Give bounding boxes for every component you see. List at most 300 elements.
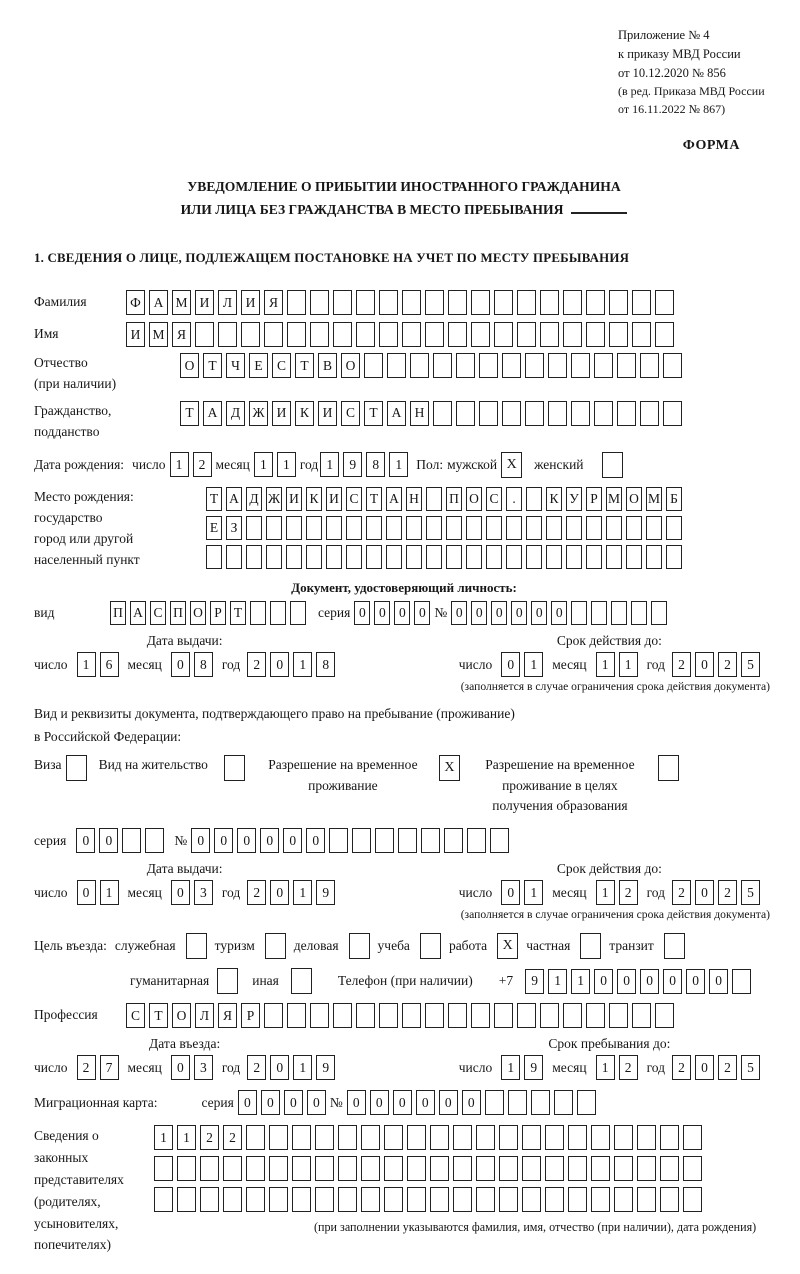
char-cell[interactable] [609, 290, 628, 315]
char-cell[interactable]: 6 [100, 652, 119, 677]
char-cell[interactable]: Р [586, 487, 602, 511]
char-cell[interactable] [655, 290, 674, 315]
char-cell[interactable] [594, 353, 613, 378]
char-cell[interactable]: 2 [247, 652, 266, 677]
char-cell[interactable] [338, 1125, 357, 1150]
char-cell[interactable] [526, 545, 542, 569]
char-cell[interactable] [384, 1156, 403, 1181]
char-cell[interactable]: Ж [266, 487, 282, 511]
char-cell[interactable] [456, 401, 475, 426]
char-cell[interactable] [352, 828, 371, 853]
char-cell[interactable] [571, 401, 590, 426]
char-cell[interactable]: И [326, 487, 342, 511]
char-cell[interactable] [531, 1090, 550, 1115]
char-cell[interactable]: 0 [414, 601, 430, 625]
char-cell[interactable] [406, 516, 422, 540]
char-cell[interactable] [266, 545, 282, 569]
char-cell[interactable] [666, 545, 682, 569]
char-cell[interactable] [421, 828, 440, 853]
char-cell[interactable] [502, 401, 521, 426]
char-cell[interactable] [502, 353, 521, 378]
char-cell[interactable] [617, 401, 636, 426]
char-cell[interactable] [545, 1125, 564, 1150]
char-cell[interactable] [315, 1187, 334, 1212]
char-cell[interactable]: 0 [551, 601, 567, 625]
char-cell[interactable]: Р [241, 1003, 260, 1028]
char-cell[interactable]: 0 [491, 601, 507, 625]
char-cell[interactable]: 0 [260, 828, 279, 853]
char-cell[interactable]: Е [206, 516, 222, 540]
char-cell[interactable] [614, 1156, 633, 1181]
char-cell[interactable] [145, 828, 164, 853]
char-cell[interactable]: А [387, 401, 406, 426]
char-cell[interactable] [384, 1125, 403, 1150]
char-cell[interactable]: В [318, 353, 337, 378]
char-cell[interactable]: 1 [320, 452, 339, 477]
char-cell[interactable]: 1 [548, 969, 567, 994]
purpose-humanitarian-checkbox[interactable] [217, 968, 238, 994]
char-cell[interactable] [264, 322, 283, 347]
char-cell[interactable]: Ч [226, 353, 245, 378]
char-cell[interactable]: О [626, 487, 642, 511]
char-cell[interactable]: 0 [354, 601, 370, 625]
char-cell[interactable] [548, 353, 567, 378]
char-cell[interactable] [663, 401, 682, 426]
char-cell[interactable] [386, 545, 402, 569]
char-cell[interactable] [591, 1187, 610, 1212]
char-cell[interactable]: А [386, 487, 402, 511]
char-cell[interactable]: О [190, 601, 206, 625]
char-cell[interactable] [356, 322, 375, 347]
char-cell[interactable]: 2 [718, 652, 737, 677]
char-cell[interactable] [269, 1156, 288, 1181]
char-cell[interactable]: К [546, 487, 562, 511]
char-cell[interactable]: 0 [394, 601, 410, 625]
char-cell[interactable]: И [272, 401, 291, 426]
char-cell[interactable] [250, 601, 266, 625]
char-cell[interactable]: 0 [171, 652, 190, 677]
char-cell[interactable] [683, 1125, 702, 1150]
char-cell[interactable]: О [466, 487, 482, 511]
char-cell[interactable] [632, 1003, 651, 1028]
char-cell[interactable]: 9 [525, 969, 544, 994]
char-cell[interactable] [387, 353, 406, 378]
char-cell[interactable]: П [110, 601, 126, 625]
char-cell[interactable] [366, 545, 382, 569]
char-cell[interactable]: 0 [640, 969, 659, 994]
char-cell[interactable] [448, 290, 467, 315]
char-cell[interactable] [315, 1156, 334, 1181]
char-cell[interactable] [508, 1090, 527, 1115]
char-cell[interactable]: 0 [709, 969, 728, 994]
char-cell[interactable] [333, 1003, 352, 1028]
char-cell[interactable]: 1 [501, 1055, 520, 1080]
char-cell[interactable]: Т [366, 487, 382, 511]
char-cell[interactable] [364, 353, 383, 378]
char-cell[interactable] [494, 1003, 513, 1028]
char-cell[interactable] [626, 516, 642, 540]
char-cell[interactable] [444, 828, 463, 853]
char-cell[interactable] [591, 1156, 610, 1181]
char-cell[interactable]: Н [406, 487, 422, 511]
char-cell[interactable]: Ф [126, 290, 145, 315]
char-cell[interactable] [660, 1187, 679, 1212]
char-cell[interactable] [566, 516, 582, 540]
char-cell[interactable] [486, 516, 502, 540]
char-cell[interactable] [479, 353, 498, 378]
char-cell[interactable] [456, 353, 475, 378]
char-cell[interactable]: 0 [191, 828, 210, 853]
char-cell[interactable] [637, 1187, 656, 1212]
char-cell[interactable]: М [606, 487, 622, 511]
char-cell[interactable] [586, 545, 602, 569]
char-cell[interactable] [545, 1156, 564, 1181]
char-cell[interactable]: П [170, 601, 186, 625]
char-cell[interactable]: У [566, 487, 582, 511]
char-cell[interactable] [346, 516, 362, 540]
char-cell[interactable] [517, 290, 536, 315]
char-cell[interactable]: 0 [439, 1090, 458, 1115]
char-cell[interactable] [476, 1187, 495, 1212]
char-cell[interactable] [479, 401, 498, 426]
purpose-other-checkbox[interactable] [291, 968, 312, 994]
char-cell[interactable]: 2 [672, 1055, 691, 1080]
char-cell[interactable] [566, 545, 582, 569]
char-cell[interactable]: 0 [695, 652, 714, 677]
sex-male-checkbox[interactable]: X [501, 452, 522, 478]
char-cell[interactable]: И [286, 487, 302, 511]
char-cell[interactable] [223, 1187, 242, 1212]
char-cell[interactable]: С [346, 487, 362, 511]
char-cell[interactable]: Л [195, 1003, 214, 1028]
char-cell[interactable] [329, 828, 348, 853]
char-cell[interactable] [611, 601, 627, 625]
char-cell[interactable] [577, 1090, 596, 1115]
char-cell[interactable]: 5 [741, 880, 760, 905]
char-cell[interactable] [640, 353, 659, 378]
char-cell[interactable] [637, 1156, 656, 1181]
temp-residence-education-checkbox[interactable] [658, 755, 679, 781]
char-cell[interactable] [315, 1125, 334, 1150]
char-cell[interactable]: 8 [194, 652, 213, 677]
char-cell[interactable]: М [149, 322, 168, 347]
char-cell[interactable] [177, 1187, 196, 1212]
char-cell[interactable] [430, 1187, 449, 1212]
char-cell[interactable]: 0 [307, 1090, 326, 1115]
char-cell[interactable]: 0 [283, 828, 302, 853]
char-cell[interactable] [732, 969, 751, 994]
char-cell[interactable] [287, 322, 306, 347]
char-cell[interactable]: Т [364, 401, 383, 426]
char-cell[interactable]: Е [249, 353, 268, 378]
char-cell[interactable] [433, 353, 452, 378]
char-cell[interactable] [471, 1003, 490, 1028]
char-cell[interactable] [522, 1187, 541, 1212]
char-cell[interactable] [637, 1125, 656, 1150]
temp-residence-checkbox[interactable]: X [439, 755, 460, 781]
char-cell[interactable]: 5 [741, 1055, 760, 1080]
char-cell[interactable] [425, 322, 444, 347]
char-cell[interactable] [563, 1003, 582, 1028]
char-cell[interactable]: 0 [501, 880, 520, 905]
char-cell[interactable] [310, 322, 329, 347]
char-cell[interactable] [453, 1125, 472, 1150]
char-cell[interactable] [617, 353, 636, 378]
char-cell[interactable] [246, 1125, 265, 1150]
char-cell[interactable]: 2 [247, 880, 266, 905]
char-cell[interactable]: 2 [672, 880, 691, 905]
char-cell[interactable] [266, 516, 282, 540]
char-cell[interactable]: 2 [718, 1055, 737, 1080]
char-cell[interactable] [402, 1003, 421, 1028]
char-cell[interactable]: 1 [254, 452, 273, 477]
char-cell[interactable] [398, 828, 417, 853]
char-cell[interactable] [218, 322, 237, 347]
char-cell[interactable]: 0 [214, 828, 233, 853]
char-cell[interactable]: 1 [293, 1055, 312, 1080]
char-cell[interactable] [655, 1003, 674, 1028]
char-cell[interactable] [631, 601, 647, 625]
char-cell[interactable] [494, 290, 513, 315]
char-cell[interactable] [433, 401, 452, 426]
char-cell[interactable]: 0 [594, 969, 613, 994]
char-cell[interactable] [546, 545, 562, 569]
char-cell[interactable] [446, 545, 462, 569]
char-cell[interactable] [333, 290, 352, 315]
char-cell[interactable] [606, 545, 622, 569]
char-cell[interactable] [326, 545, 342, 569]
char-cell[interactable] [568, 1156, 587, 1181]
char-cell[interactable]: 1 [154, 1125, 173, 1150]
char-cell[interactable]: 0 [347, 1090, 366, 1115]
char-cell[interactable]: К [295, 401, 314, 426]
char-cell[interactable]: 1 [524, 880, 543, 905]
char-cell[interactable] [425, 290, 444, 315]
char-cell[interactable] [292, 1187, 311, 1212]
char-cell[interactable] [402, 322, 421, 347]
char-cell[interactable] [522, 1156, 541, 1181]
char-cell[interactable] [386, 516, 402, 540]
char-cell[interactable] [586, 290, 605, 315]
char-cell[interactable] [586, 1003, 605, 1028]
char-cell[interactable]: Д [226, 401, 245, 426]
char-cell[interactable]: 1 [596, 652, 615, 677]
char-cell[interactable] [526, 487, 542, 511]
char-cell[interactable] [606, 516, 622, 540]
char-cell[interactable] [660, 1156, 679, 1181]
char-cell[interactable] [646, 545, 662, 569]
char-cell[interactable] [476, 1125, 495, 1150]
char-cell[interactable]: Т [295, 353, 314, 378]
char-cell[interactable] [683, 1156, 702, 1181]
char-cell[interactable] [651, 601, 667, 625]
char-cell[interactable] [122, 828, 141, 853]
char-cell[interactable] [614, 1125, 633, 1150]
char-cell[interactable]: 5 [741, 652, 760, 677]
char-cell[interactable]: 2 [200, 1125, 219, 1150]
char-cell[interactable] [241, 322, 260, 347]
char-cell[interactable]: 0 [695, 1055, 714, 1080]
char-cell[interactable]: Я [172, 322, 191, 347]
char-cell[interactable] [269, 1187, 288, 1212]
char-cell[interactable]: 2 [718, 880, 737, 905]
char-cell[interactable]: 2 [247, 1055, 266, 1080]
char-cell[interactable]: 0 [171, 1055, 190, 1080]
char-cell[interactable] [384, 1187, 403, 1212]
char-cell[interactable]: 3 [194, 1055, 213, 1080]
char-cell[interactable] [426, 516, 442, 540]
char-cell[interactable]: Т [203, 353, 222, 378]
char-cell[interactable]: О [341, 353, 360, 378]
char-cell[interactable]: 9 [524, 1055, 543, 1080]
char-cell[interactable] [526, 516, 542, 540]
char-cell[interactable]: С [150, 601, 166, 625]
char-cell[interactable] [506, 516, 522, 540]
char-cell[interactable] [206, 545, 222, 569]
char-cell[interactable] [402, 290, 421, 315]
char-cell[interactable] [200, 1187, 219, 1212]
char-cell[interactable]: 0 [270, 652, 289, 677]
char-cell[interactable]: 2 [619, 1055, 638, 1080]
char-cell[interactable]: А [226, 487, 242, 511]
char-cell[interactable] [571, 353, 590, 378]
char-cell[interactable]: И [195, 290, 214, 315]
char-cell[interactable] [499, 1156, 518, 1181]
char-cell[interactable] [290, 601, 306, 625]
char-cell[interactable]: М [646, 487, 662, 511]
char-cell[interactable]: С [341, 401, 360, 426]
char-cell[interactable]: 9 [316, 880, 335, 905]
char-cell[interactable] [379, 322, 398, 347]
char-cell[interactable]: Д [246, 487, 262, 511]
char-cell[interactable]: 0 [261, 1090, 280, 1115]
char-cell[interactable] [195, 322, 214, 347]
char-cell[interactable] [286, 516, 302, 540]
char-cell[interactable] [506, 545, 522, 569]
char-cell[interactable] [485, 1090, 504, 1115]
char-cell[interactable]: А [203, 401, 222, 426]
char-cell[interactable] [292, 1125, 311, 1150]
sex-female-checkbox[interactable] [602, 452, 623, 478]
char-cell[interactable] [594, 401, 613, 426]
char-cell[interactable]: 9 [316, 1055, 335, 1080]
char-cell[interactable] [292, 1156, 311, 1181]
char-cell[interactable] [525, 401, 544, 426]
char-cell[interactable]: 7 [100, 1055, 119, 1080]
char-cell[interactable] [177, 1156, 196, 1181]
char-cell[interactable]: Н [410, 401, 429, 426]
char-cell[interactable]: И [126, 322, 145, 347]
purpose-tourism-checkbox[interactable] [265, 933, 286, 959]
char-cell[interactable]: 0 [238, 1090, 257, 1115]
char-cell[interactable] [333, 322, 352, 347]
char-cell[interactable] [269, 1125, 288, 1150]
char-cell[interactable] [356, 290, 375, 315]
char-cell[interactable] [548, 401, 567, 426]
char-cell[interactable] [571, 601, 587, 625]
char-cell[interactable]: Л [218, 290, 237, 315]
char-cell[interactable] [426, 545, 442, 569]
char-cell[interactable]: 2 [193, 452, 212, 477]
char-cell[interactable] [286, 545, 302, 569]
char-cell[interactable] [476, 1156, 495, 1181]
char-cell[interactable] [338, 1187, 357, 1212]
char-cell[interactable]: 0 [77, 880, 96, 905]
char-cell[interactable]: П [446, 487, 462, 511]
char-cell[interactable]: Т [149, 1003, 168, 1028]
char-cell[interactable] [586, 322, 605, 347]
char-cell[interactable]: Б [666, 487, 682, 511]
purpose-official-checkbox[interactable] [186, 933, 207, 959]
char-cell[interactable]: 0 [471, 601, 487, 625]
char-cell[interactable] [246, 516, 262, 540]
char-cell[interactable]: Я [218, 1003, 237, 1028]
char-cell[interactable]: 0 [686, 969, 705, 994]
residence-permit-checkbox[interactable] [224, 755, 245, 781]
char-cell[interactable] [154, 1187, 173, 1212]
char-cell[interactable] [471, 290, 490, 315]
char-cell[interactable] [563, 322, 582, 347]
char-cell[interactable]: С [486, 487, 502, 511]
char-cell[interactable]: 1 [100, 880, 119, 905]
char-cell[interactable] [407, 1156, 426, 1181]
char-cell[interactable] [346, 545, 362, 569]
char-cell[interactable] [426, 487, 442, 511]
char-cell[interactable] [517, 322, 536, 347]
char-cell[interactable] [154, 1156, 173, 1181]
char-cell[interactable] [406, 545, 422, 569]
char-cell[interactable] [466, 545, 482, 569]
char-cell[interactable]: А [149, 290, 168, 315]
char-cell[interactable] [407, 1187, 426, 1212]
char-cell[interactable] [546, 516, 562, 540]
char-cell[interactable] [554, 1090, 573, 1115]
char-cell[interactable] [517, 1003, 536, 1028]
char-cell[interactable] [310, 290, 329, 315]
char-cell[interactable] [448, 322, 467, 347]
purpose-transit-checkbox[interactable] [664, 933, 685, 959]
char-cell[interactable]: М [172, 290, 191, 315]
purpose-study-checkbox[interactable] [420, 933, 441, 959]
char-cell[interactable] [540, 322, 559, 347]
char-cell[interactable] [453, 1187, 472, 1212]
char-cell[interactable]: Т [180, 401, 199, 426]
char-cell[interactable]: 0 [501, 652, 520, 677]
char-cell[interactable] [264, 1003, 283, 1028]
char-cell[interactable]: С [272, 353, 291, 378]
char-cell[interactable]: 1 [170, 452, 189, 477]
char-cell[interactable]: 0 [99, 828, 118, 853]
char-cell[interactable] [655, 322, 674, 347]
char-cell[interactable] [338, 1156, 357, 1181]
char-cell[interactable]: И [318, 401, 337, 426]
char-cell[interactable]: 9 [343, 452, 362, 477]
char-cell[interactable] [563, 290, 582, 315]
char-cell[interactable] [446, 516, 462, 540]
char-cell[interactable] [540, 1003, 559, 1028]
char-cell[interactable] [490, 828, 509, 853]
char-cell[interactable] [591, 601, 607, 625]
char-cell[interactable] [525, 353, 544, 378]
char-cell[interactable]: 0 [374, 601, 390, 625]
char-cell[interactable]: 0 [416, 1090, 435, 1115]
char-cell[interactable] [379, 290, 398, 315]
char-cell[interactable] [494, 322, 513, 347]
char-cell[interactable]: 0 [531, 601, 547, 625]
char-cell[interactable] [310, 1003, 329, 1028]
char-cell[interactable] [614, 1187, 633, 1212]
char-cell[interactable]: 0 [663, 969, 682, 994]
